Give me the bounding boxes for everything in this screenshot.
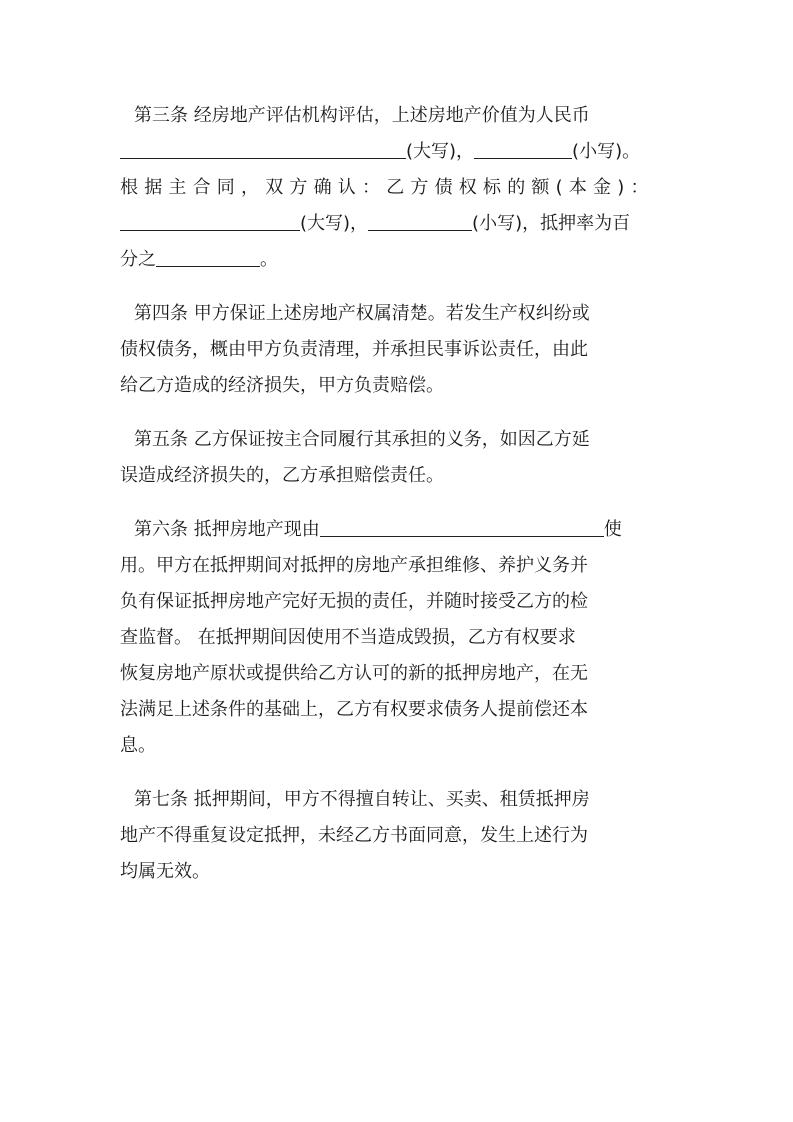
article-4-line-2: 债权债务，概由甲方负责清理，并承担民事诉讼责任，由此 [120,339,588,360]
article-3-line-3 [120,170,672,206]
value-lowercase-blank[interactable] [474,136,572,159]
article-5 [120,422,672,494]
mortgage-rate-text: (小写)，抵押率为百 [472,213,631,234]
article-6-line-4: 查监督。 在抵押期间因使用不当造成毁损，乙方有权要求 [120,627,576,648]
article-3-line-4 [120,206,672,242]
lowercase-label: (小写)。 [572,141,641,162]
claim-amount-text: 根据主合同，双方确认：乙方债权标的额(本金)： [120,177,655,198]
article-3-line-5 [120,242,672,278]
current-user-label: 第六条 抵押房地产现由 [134,519,320,540]
article-3-line-2 [120,134,672,170]
contract-page [120,98,672,890]
article-6-line-7: 息。 [120,735,156,756]
article-4-line-1: 第四条 甲方保证上述房地产权属清楚。若发生产权纠纷或 [134,303,590,324]
article-6-line-3: 负有保证抵押房地产完好无损的责任，并随时接受乙方的检 [120,591,588,612]
uppercase-label: (大写)， [406,141,475,162]
article-5-line-1: 第五条 乙方保证按主合同履行其承担的义务，如因乙方延 [134,429,590,450]
mortgage-rate-blank[interactable] [156,244,260,267]
principal-lowercase-blank[interactable] [368,208,472,231]
article-4-line-3: 给乙方造成的经济损失，甲方负责赔偿。 [120,375,444,396]
article-6 [120,512,672,764]
value-uppercase-blank[interactable] [120,136,406,159]
article-4 [120,296,672,404]
use-char: 使 [603,519,622,540]
article-6-line-2: 用。甲方在抵押期间对抵押的房地产承担维修、养护义务并 [120,555,588,576]
article-6-line-1 [120,512,672,548]
period: 。 [260,249,278,270]
article-7-line-2: 地产不得重复设定抵押，未经乙方书面同意，发生上述行为 [120,825,588,846]
article-7 [120,782,672,890]
article-5-line-2: 误造成经济损失的，乙方承担赔偿责任。 [120,465,444,486]
article-3-line-1: 第三条 经房地产评估机构评估，上述房地产价值为人民币 [134,105,590,126]
uppercase-label-2: (大写)， [300,213,369,234]
percent-label: 分之 [120,249,156,270]
article-6-line-6: 法满足上述条件的基础上，乙方有权要求债务人提前偿还本 [120,699,588,720]
article-7-line-1: 第七条 抵押期间，甲方不得擅自转让、买卖、租赁抵押房 [134,789,590,810]
article-3 [120,98,672,278]
principal-uppercase-blank[interactable] [120,208,300,231]
article-7-line-3: 均属无效。 [120,861,210,882]
current-user-blank[interactable] [320,514,604,537]
article-6-line-5: 恢复房地产原状或提供给乙方认可的新的抵押房地产，在无 [120,663,588,684]
